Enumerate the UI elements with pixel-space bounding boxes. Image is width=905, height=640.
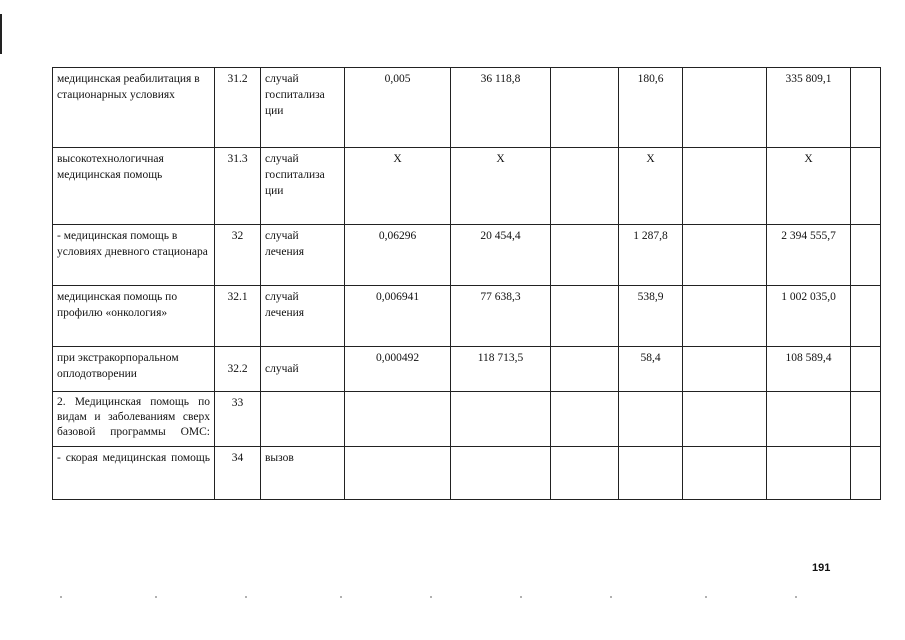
row-name: при экстракорпоральном оплодотворении <box>53 347 215 392</box>
row-unit: случай лечения <box>261 225 345 286</box>
row-unit: случай госпитализа ции <box>261 68 345 148</box>
cell-col5 <box>683 447 767 500</box>
cell-col1: 0,000492 <box>345 347 451 392</box>
cell-col4: X <box>619 148 683 225</box>
cell-col6: 335 809,1 <box>767 68 851 148</box>
row-code: 32.2 <box>215 347 261 392</box>
cell-col5 <box>683 68 767 148</box>
table-row <box>53 148 881 225</box>
cell-col2: X <box>451 148 551 225</box>
cell-col7 <box>851 392 881 447</box>
scan-edge-mark <box>0 14 2 54</box>
cell-col5 <box>683 225 767 286</box>
cell-col6: X <box>767 148 851 225</box>
cell-col2: 77 638,3 <box>451 286 551 347</box>
cell-col6: 108 589,4 <box>767 347 851 392</box>
cell-col4 <box>619 392 683 447</box>
page-number: 191 <box>812 562 831 574</box>
table-row <box>53 347 881 392</box>
cell-col2: 20 454,4 <box>451 225 551 286</box>
table-row <box>53 392 881 447</box>
cell-col1 <box>345 447 451 500</box>
cell-col4: 58,4 <box>619 347 683 392</box>
cell-col4: 538,9 <box>619 286 683 347</box>
cell-col5 <box>683 148 767 225</box>
cell-col1 <box>345 392 451 447</box>
row-code: 31.3 <box>215 148 261 225</box>
cell-col3 <box>551 447 619 500</box>
row-name: 2. Медицинская помощь по видам и заболеваниям сверх базовой программы ОМС: <box>53 392 215 447</box>
row-name: высокотехнологичная медицинская помощь <box>53 148 215 225</box>
cell-col6: 1 002 035,0 <box>767 286 851 347</box>
row-unit: случай госпитализа ции <box>261 148 345 225</box>
cell-col3 <box>551 225 619 286</box>
cell-col7 <box>851 347 881 392</box>
cell-col4: 1 287,8 <box>619 225 683 286</box>
cell-col3 <box>551 347 619 392</box>
cell-col2 <box>451 447 551 500</box>
cell-col5 <box>683 347 767 392</box>
cell-col1: 0,005 <box>345 68 451 148</box>
cell-col3 <box>551 68 619 148</box>
table-row <box>53 447 881 500</box>
cell-col5 <box>683 392 767 447</box>
cell-col3 <box>551 148 619 225</box>
cell-col5 <box>683 286 767 347</box>
row-unit: вызов <box>261 447 345 500</box>
cell-col6 <box>767 392 851 447</box>
table-row <box>53 68 881 148</box>
row-name: медицинская помощь по профилю «онкология» <box>53 286 215 347</box>
cell-col4 <box>619 447 683 500</box>
cell-col3 <box>551 392 619 447</box>
cell-col6 <box>767 447 851 500</box>
cell-col2 <box>451 392 551 447</box>
cell-col7 <box>851 148 881 225</box>
row-name: медицинская реабилитация в стационарных условиях <box>53 68 215 148</box>
row-unit <box>261 392 345 447</box>
cell-col6: 2 394 555,7 <box>767 225 851 286</box>
row-unit: случай <box>261 347 345 392</box>
row-code: 33 <box>215 392 261 447</box>
cell-col1: 0,06296 <box>345 225 451 286</box>
row-code: 31.2 <box>215 68 261 148</box>
tariff-table <box>52 67 881 500</box>
cell-col2: 36 118,8 <box>451 68 551 148</box>
row-code: 32 <box>215 225 261 286</box>
cell-col3 <box>551 286 619 347</box>
row-unit: случай лечения <box>261 286 345 347</box>
row-code: 32.1 <box>215 286 261 347</box>
row-code: 34 <box>215 447 261 500</box>
cell-col7 <box>851 225 881 286</box>
cell-col1: X <box>345 148 451 225</box>
row-name: - скорая медицинская помощь <box>53 447 215 500</box>
row-name: - медицинская помощь в условиях дневного стационара <box>53 225 215 286</box>
cell-col7 <box>851 68 881 148</box>
cell-col4: 180,6 <box>619 68 683 148</box>
cell-col2: 118 713,5 <box>451 347 551 392</box>
cell-col7 <box>851 286 881 347</box>
cell-col7 <box>851 447 881 500</box>
table-row <box>53 286 881 347</box>
cell-col1: 0,006941 <box>345 286 451 347</box>
scan-dots <box>60 596 860 600</box>
table-row <box>53 225 881 286</box>
